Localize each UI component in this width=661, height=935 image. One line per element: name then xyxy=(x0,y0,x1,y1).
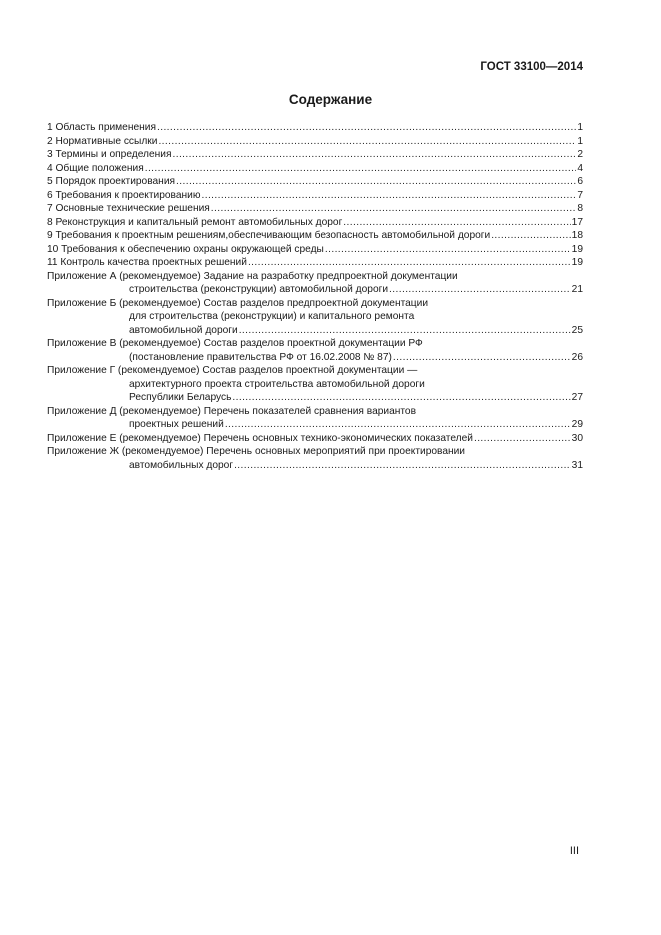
toc-entry-text: 6 Требования к проектированию xyxy=(47,189,201,201)
toc-entry[interactable] xyxy=(47,135,583,149)
toc-entry[interactable] xyxy=(47,445,583,459)
toc-entry[interactable] xyxy=(47,202,583,216)
toc-entry[interactable] xyxy=(47,229,583,243)
toc-entry-page: 26 xyxy=(571,351,583,363)
toc-entry-text: архитектурного проекта строительства автомобильной дороги xyxy=(129,378,425,390)
toc-entry-page: 1 xyxy=(577,135,583,147)
toc-leader-dots xyxy=(239,324,571,338)
toc-leader-dots xyxy=(234,459,571,473)
toc-entry[interactable] xyxy=(47,270,583,284)
toc-leader-dots xyxy=(343,216,570,230)
standard-number: ГОСТ 33100—2014 xyxy=(480,61,583,73)
toc-leader-dots xyxy=(248,256,571,270)
toc-entry-page: 1 xyxy=(577,122,583,133)
toc-entry-page: 19 xyxy=(571,243,583,255)
table-of-contents xyxy=(47,121,583,472)
toc-leader-dots xyxy=(172,148,576,162)
toc-entry-text: для строительства (реконструкции) и капитального ремонта xyxy=(129,311,415,322)
toc-leader-dots xyxy=(157,121,576,135)
toc-entry-text: 10 Требования к обеспечению охраны окружающей среды xyxy=(47,243,324,255)
toc-entry[interactable] xyxy=(47,391,583,405)
toc-entry-page: 19 xyxy=(571,257,583,268)
toc-entry[interactable] xyxy=(47,216,583,230)
toc-entry-text: проектных решений xyxy=(129,419,224,430)
toc-entry[interactable] xyxy=(47,148,583,162)
toc-entry[interactable] xyxy=(47,283,583,297)
toc-leader-dots xyxy=(225,418,571,432)
toc-leader-dots xyxy=(393,351,571,365)
toc-entry-page: 2 xyxy=(577,149,583,160)
toc-leader-dots xyxy=(325,243,571,257)
toc-entry[interactable] xyxy=(47,459,583,473)
toc-entry-text: Приложение В (рекомендуемое) Состав разделов проектной документации РФ xyxy=(47,338,423,349)
toc-entry-text: 3 Термины и определения xyxy=(47,149,172,160)
toc-entry-text: строительства (реконструкции) автомобильной дороги xyxy=(129,284,389,295)
toc-entry-page: 18 xyxy=(571,230,583,241)
toc-entry-page: 17 xyxy=(571,216,583,228)
toc-entry-text: Республики Беларусь xyxy=(129,392,232,403)
toc-entry-page: 31 xyxy=(571,459,583,471)
toc-entry[interactable] xyxy=(47,243,583,257)
toc-entry-page: 8 xyxy=(577,203,583,214)
toc-entry-text: 11 Контроль качества проектных решений xyxy=(47,257,247,268)
page-title: Содержание xyxy=(288,92,373,107)
toc-entry-text: автомобильных дорог xyxy=(129,459,234,471)
toc-leader-dots xyxy=(145,162,577,176)
toc-leader-dots xyxy=(491,229,570,243)
toc-entry-text: 5 Порядок проектирования xyxy=(47,176,176,187)
toc-leader-dots xyxy=(232,391,570,405)
toc-entry-page: 4 xyxy=(577,162,583,174)
toc-entry-text: 1 Область применения xyxy=(47,122,156,133)
toc-entry[interactable] xyxy=(47,310,583,324)
toc-entry-page: 6 xyxy=(577,176,583,187)
toc-entry-page: 27 xyxy=(571,392,583,403)
toc-entry-text: Приложение Е (рекомендуемое) Перечень основных технико-экономических показателей xyxy=(47,432,473,444)
toc-entry[interactable] xyxy=(47,175,583,189)
toc-entry[interactable] xyxy=(47,297,583,311)
toc-entry-text: 7 Основные технические решения xyxy=(47,203,210,214)
toc-entry-text: (постановление правительства РФ от 16.02.2008 № 87) xyxy=(129,351,392,363)
toc-entry[interactable] xyxy=(47,324,583,338)
toc-entry[interactable] xyxy=(47,378,583,392)
toc-entry[interactable] xyxy=(47,405,583,419)
toc-leader-dots xyxy=(211,202,577,216)
toc-entry[interactable] xyxy=(47,337,583,351)
toc-entry-text: 9 Требования к проектным решениям,обеспечивающим безопасность автомобильной дороги xyxy=(47,230,491,241)
toc-leader-dots xyxy=(158,135,576,149)
toc-entry-text: Приложение А (рекомендуемое) Задание на разработку предпроектной документации xyxy=(47,270,458,282)
toc-entry[interactable] xyxy=(47,432,583,446)
toc-entry-text: Приложение Б (рекомендуемое) Состав разделов предпроектной документации xyxy=(47,297,429,309)
toc-leader-dots xyxy=(201,189,576,203)
toc-entry-text: Приложение Ж (рекомендуемое) Перечень основных мероприятий при проектировании xyxy=(47,446,465,457)
toc-leader-dots xyxy=(474,432,571,446)
toc-entry-page: 29 xyxy=(571,419,583,430)
toc-entry-page: 25 xyxy=(571,324,583,336)
toc-entry[interactable] xyxy=(47,162,583,176)
toc-leader-dots xyxy=(176,175,576,189)
toc-entry-text: Приложение Г (рекомендуемое) Состав разделов проектной документации — xyxy=(47,365,418,376)
page-number: III xyxy=(569,845,579,857)
toc-entry[interactable] xyxy=(47,256,583,270)
toc-entry[interactable] xyxy=(47,121,583,135)
toc-entry[interactable] xyxy=(47,418,583,432)
toc-leader-dots xyxy=(389,283,571,297)
toc-entry-text: автомобильной дороги xyxy=(129,324,238,336)
toc-entry[interactable] xyxy=(47,351,583,365)
toc-entry-page: 7 xyxy=(577,189,583,201)
toc-entry-page: 30 xyxy=(571,432,583,444)
toc-entry-text: 2 Нормативные ссылки xyxy=(47,135,158,147)
toc-entry-text: Приложение Д (рекомендуемое) Перечень показателей сравнения вариантов xyxy=(47,405,417,417)
toc-entry-text: 8 Реконструкция и капитальный ремонт автомобильных дорог xyxy=(47,216,343,228)
toc-entry[interactable] xyxy=(47,189,583,203)
toc-entry-text: 4 Общие положения xyxy=(47,162,144,174)
toc-entry[interactable] xyxy=(47,364,583,378)
toc-entry-page: 21 xyxy=(571,284,583,295)
